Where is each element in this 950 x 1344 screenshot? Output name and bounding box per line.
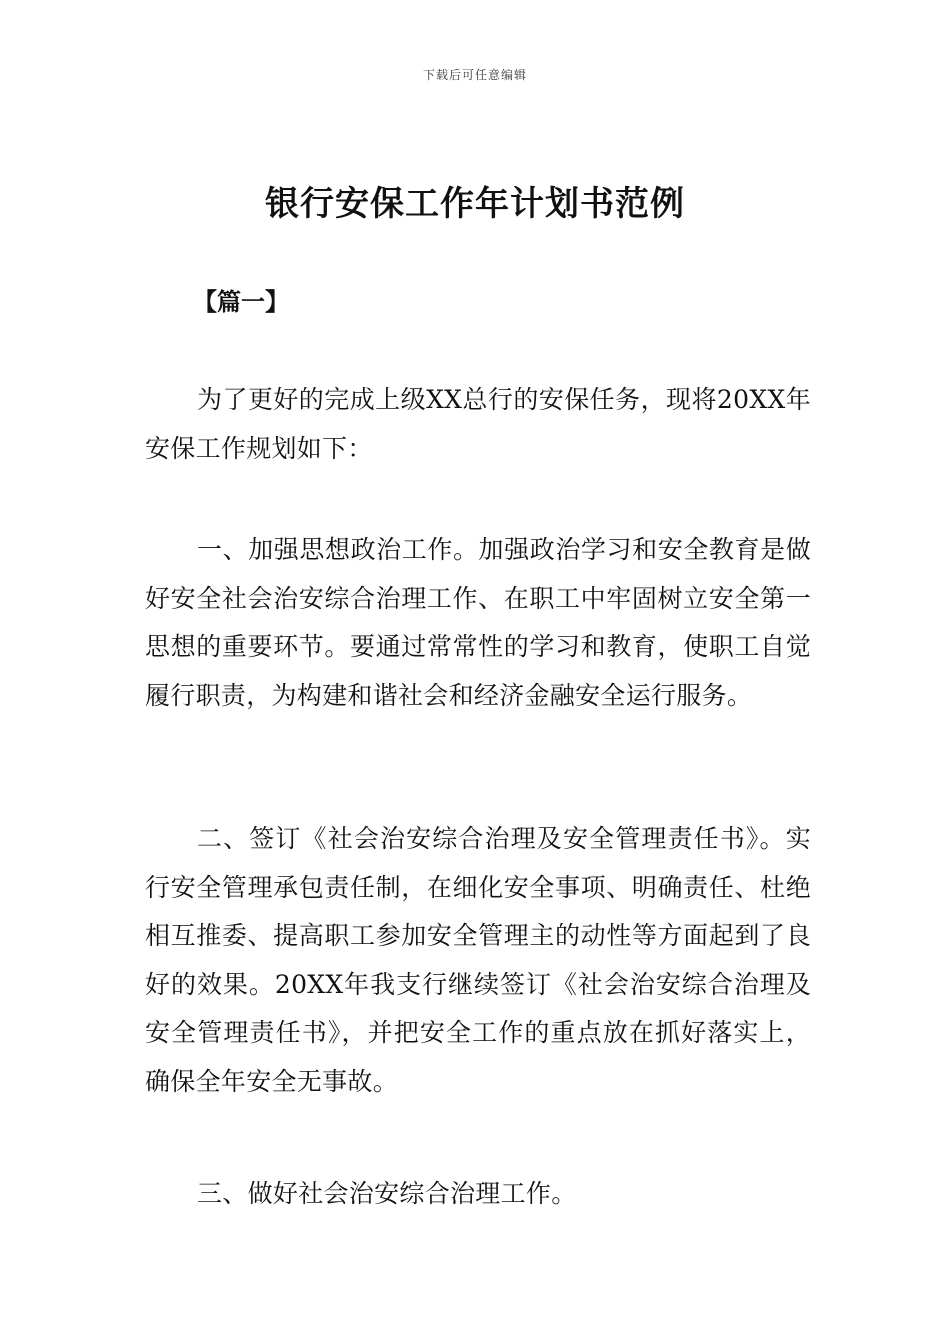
section-tag: 【篇一】	[193, 288, 289, 316]
paragraph-item-2: 二、签订《社会治安综合治理及安全管理责任书》。实行安全管理承包责任制，在细化安全事项、明确责任、杜绝相互推委、提高职工参加安全管理主的动性等方面起到了良好的效果。20XX年我支行继续签订《社会治安综合治理及安全管理责任书》，并把安全工作的重点放在抓好落实上，确保全年安全无事故。	[145, 824, 811, 1096]
paragraph-item-1: 一、加强思想政治工作。加强政治学习和安全教育是做好安全社会治安综合治理工作、在职工中牢固树立安全第一思想的重要环节。要通过常常性的学习和教育，使职工自觉履行职责，为构建和谐社会和经济金融安全运行服务。	[145, 535, 811, 710]
paragraph-intro: 为了更好的完成上级XX总行的安保任务，现将20XX年安保工作规划如下：	[145, 385, 811, 463]
header-note: 下载后可任意编辑	[422, 68, 527, 82]
document-title: 银行安保工作年计划书范例	[265, 184, 685, 224]
paragraph-item-3: 三、做好社会治安综合治理工作。	[197, 1179, 577, 1208]
